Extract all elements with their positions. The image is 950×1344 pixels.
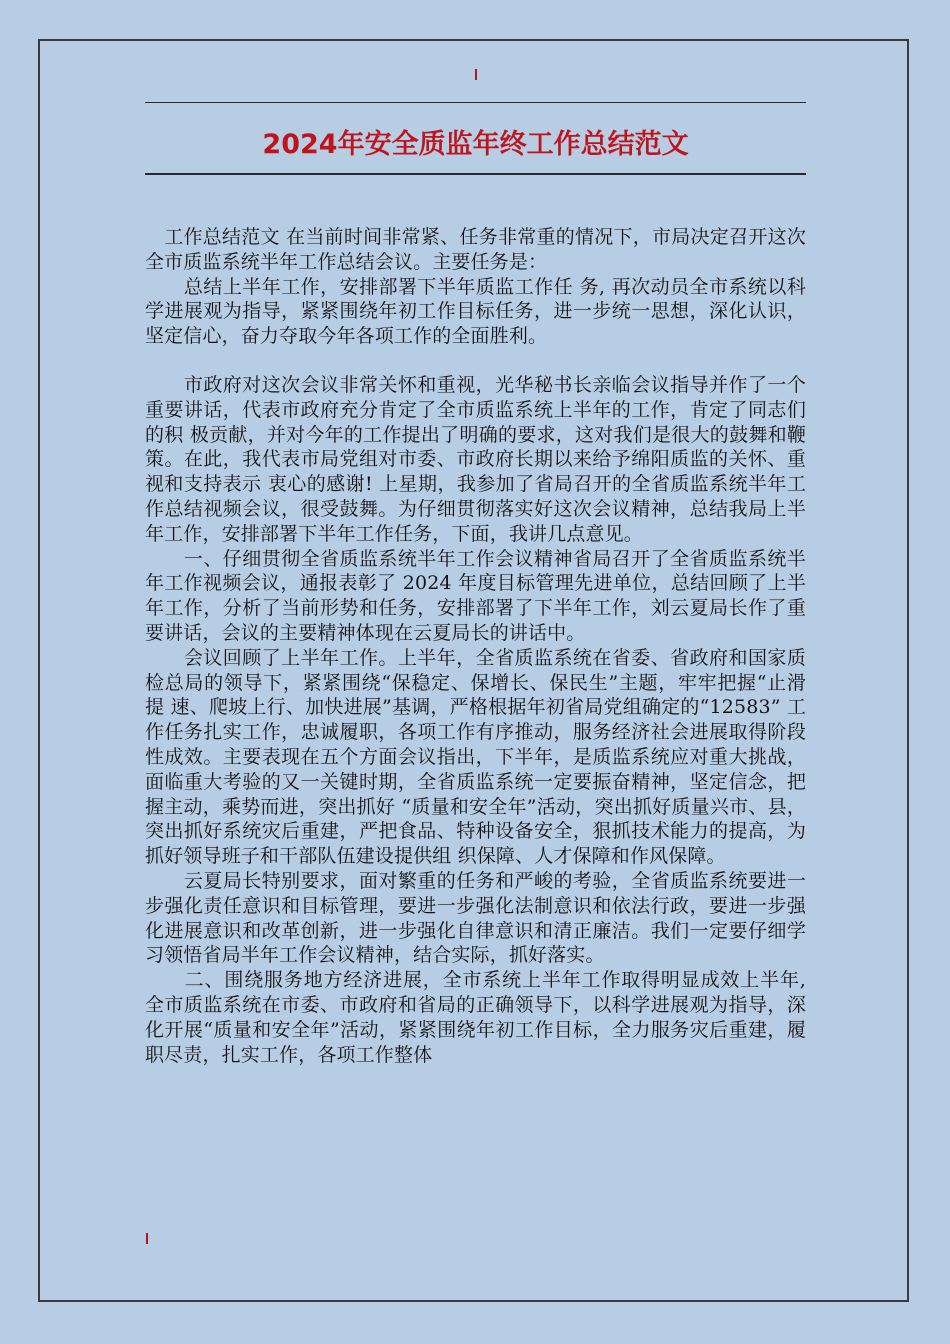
body-paragraph: 总结上半年工作，安排部署下半年质监工作任 务, 再次动员全市系统以科学进展观为指导，紧紧围绕年初工作目标任务，进一步统一思想，深化认识，坚定信心，奋力夺取今年各项工作的全面胜利。	[145, 275, 806, 348]
header-rule	[145, 102, 806, 103]
body-paragraph: 云夏局长特别要求，面对繁重的任务和严峻的考验，全省质监系统要进一步强化责任意识和目标管理，要进一步强化法制意识和依法行政，要进一步强化进展意识和改革创新，进一步强化自律意识和清正廉洁。我们一定要仔细学习领悟省局半年工作会议精神，结合实际，抓好落实。	[145, 869, 806, 967]
body-paragraph: 二、围绕服务地方经济进展，全市系统上半年工作取得明显成效上半年, 全市质监系统在市委、市政府和省局的正确领导下，以科学进展观为指导，深化开展“质量和安全年”活动，紧紧围绕年初工作目标，全力服务灾后重建，履职尽责，扎实工作，各项工作整体	[145, 969, 806, 1066]
document-title: 2024年安全质监年终工作总结范文	[262, 129, 689, 160]
document-body	[145, 225, 806, 1225]
body-paragraph: 工作总结范文 在当前时间非常紧、任务非常重的情况下，市局决定召开这次全市质监系统半年工作总结会议。主要任务是：	[145, 226, 806, 273]
body-paragraph: 一、仔细贯彻全省质监系统半年工作会议精神省局召开了全省质监系统半年工作视频会议，通报表彰了 2024 年度目标管理先进单位，总结回顾了上半年工作，分析了当前形势和任务，安排部署了下半年工作，刘云夏局长作了重要讲话，会议的主要精神体现在云夏局长的讲话中。	[145, 547, 806, 644]
footer-mark	[146, 1233, 148, 1244]
body-paragraph: 会议回顾了上半年工作。上半年，全省质监系统在省委、省政府和国家质检总局的领导下，紧紧围绕“保稳定、保增长、保民生”主题，牢牢把握“止滑提 速、爬坡上行、加快进展”基调，严格根据年初省局党组确定的“12583” 工作任务扎实工作，忠诚履职，各项工作有序推动，服务经济社会进展取得阶段性成效。主要表现在五个方面会议指出，下半年，是质监系统应对重大挑战，面临重大考验的又一关键时期，全省质监系统一定要振奋精神，坚定信念，把握主动，乘势而进，突出抓好 “质量和安全年”活动，突出抓好质量兴市、县，突出抓好系统灾后重建，严把食品、特种设备安全，狠抓技术能力的提高，为抓好领导班子和干部队伍建设提供组 织保障、人才保障和作风保障。	[145, 646, 806, 868]
header-mark	[475, 69, 477, 80]
title-rule	[145, 173, 806, 175]
body-paragraph: 市政府对这次会议非常关怀和重视，光华秘书长亲临会议指导并作了一个重要讲话，代表市政府充分肯定了全市质监系统上半年的工作，肯定了同志们的积 极贡献，并对今年的工作提出了明确的要求，这对我们是很大的鼓舞和鞭策。在此，我代表市局党组对市委、市政府长期以来给予绵阳质监的关怀、重视和支持表示 衷心的感谢! 上星期，我参加了省局召开的全省质监系统半年工作总结视频会议，很受鼓舞。为仔细贯彻落实好这次会议精神，总结我局上半年工作，安排部署下半年工作任务，下面，我讲几点意见。	[145, 373, 806, 545]
